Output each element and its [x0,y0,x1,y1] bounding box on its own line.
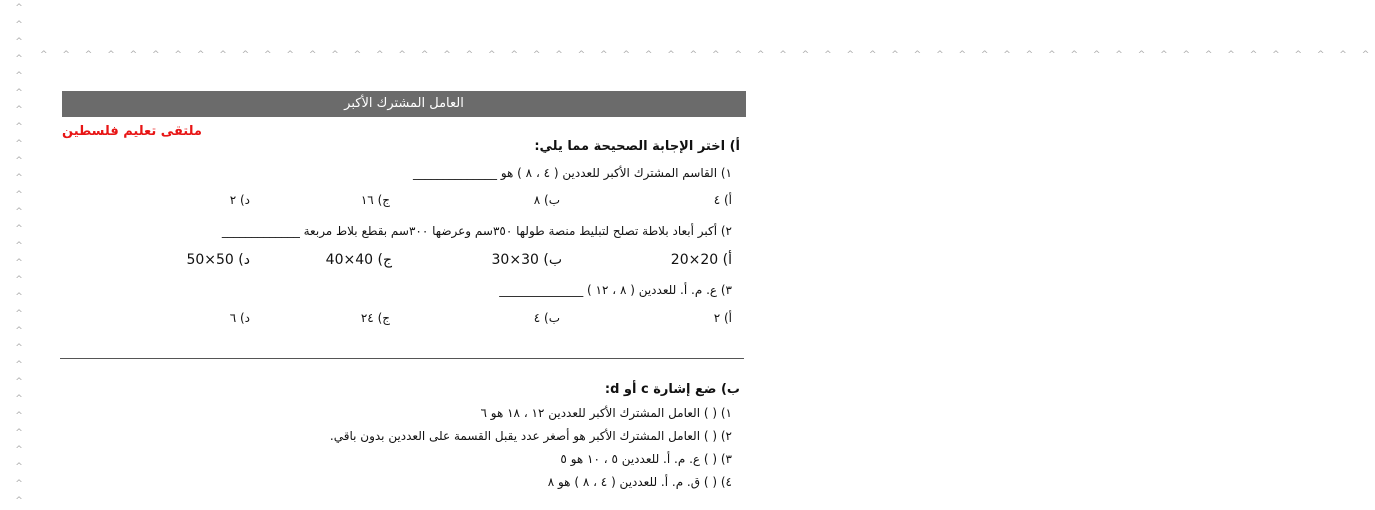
q1-option-d: د) ٢ [229,193,250,207]
statement-3: ٣) ( ) ع. م. أ. للعددين ٥ ، ١٠ هو ٥ [560,452,732,466]
question-1-text: ١) القاسم المشترك الأكبر للعددين ( ٤ ، ٨ ) هو ______________ [413,166,732,180]
statement-2: ٢) ( ) العامل المشترك الأكبر هو أصغر عدد يقبل القسمة على العددين بدون باقي. [329,429,732,443]
question-3-text: ٣) ع. م. أ. للعددين ( ٨ ، ١٢ ) ______________ [499,283,732,297]
question-2-text: ٢) أكبر أبعاد بلاطة تصلح لتبليط منصة طولها ٣٥٠سم وعرضها ٣٠٠سم بقطع بلاط مربعة _____________ [221,224,732,238]
q2-option-c: ج) 40×40 [325,252,392,268]
q3-option-a: أ) ٢ [713,311,732,325]
section-b-title: ب) ضع إشارة c أو d: [604,382,740,397]
q2-option-a: أ) 20×20 [670,252,732,268]
q1-option-c: ج) ١٦ [360,193,390,207]
watermark-text: ملتقى تعليم فلسطين [62,124,202,139]
q3-option-b: ب) ٤ [533,311,560,325]
q3-option-d: د) ٦ [229,311,250,325]
q2-option-b: ب) 30×30 [491,252,562,268]
page-title-bar: العامل المشترك الأكبر [62,91,746,117]
q3-option-c: ج) ٢٤ [360,311,390,325]
q2-option-d: د) 50×50 [186,252,250,268]
section-divider [60,358,744,359]
statement-4: ٤) ( ) ق. م. أ. للعددين ( ٤ ، ٨ ) هو ٨ [547,475,732,489]
statement-1: ١) ( ) العامل المشترك الأكبر للعددين ١٢ ، ١٨ هو ٦ [480,406,732,420]
q1-option-b: ب) ٨ [533,193,560,207]
q1-option-a: أ) ٤ [713,193,732,207]
decorative-top-border: ^ ^ ^ ^ ^ ^ ^ ^ ^ ^ ^ ^ ^ ^ ^ ^ ^ ^ ^ ^ ^ ^ ^ ^ ^ ^ ^ ^ ^ ^ ^ ^ ^ ^ ^ ^ ^ ^ ^ ^ ^ ^ ^ ^ ^ ^ ^ ^ ^ ^ ^ ^ ^ ^ ^ ^ ^ ^ ^ ^ [40,50,1375,60]
decorative-left-border: ^ ^ ^ ^ ^ ^ ^ ^ ^ ^ ^ ^ ^ ^ ^ ^ ^ ^ ^ ^ ^ ^ ^ ^ ^ ^ ^ ^ ^ ^ [15,3,23,506]
section-a-title: أ) اختر الإجابة الصحيحة مما يلي: [534,139,740,154]
